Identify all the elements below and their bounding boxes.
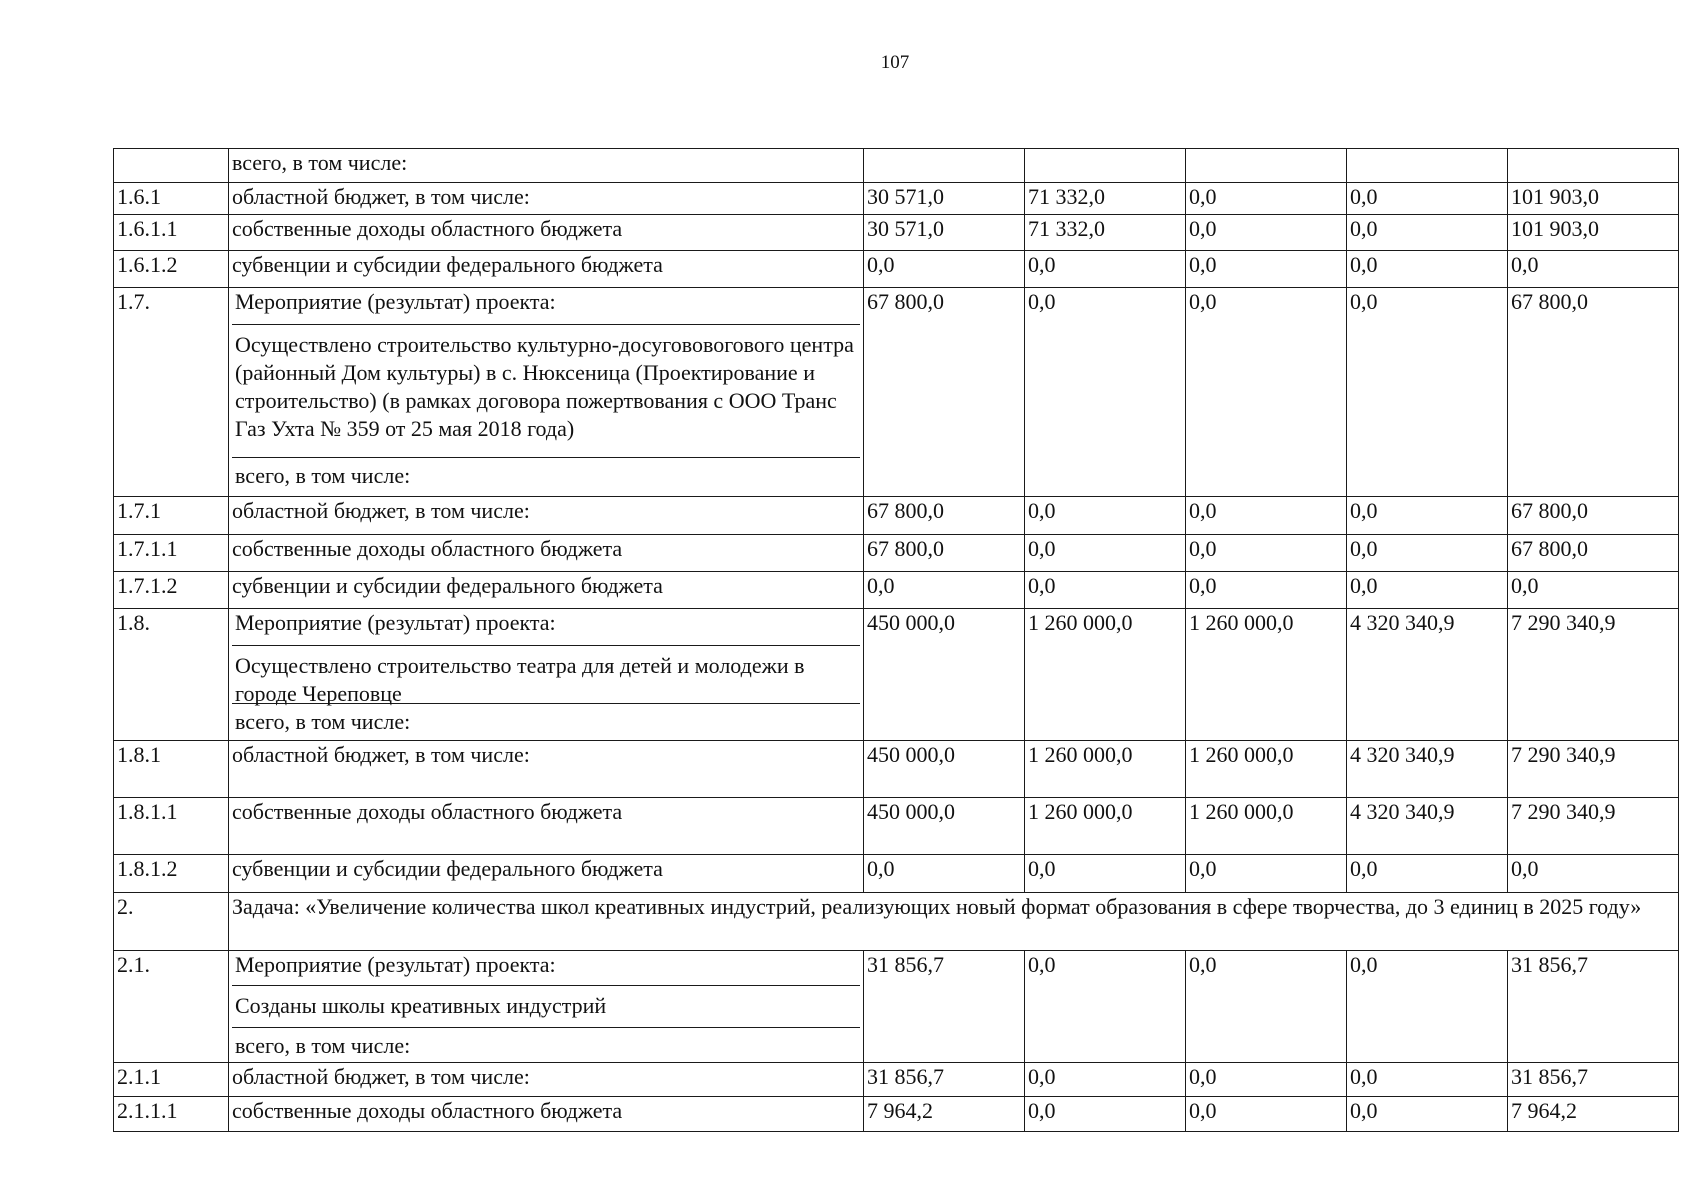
value-cell: 4 320 340,9 <box>1347 798 1508 855</box>
row-code: 2.1. <box>114 951 229 1063</box>
value-cell: 101 903,0 <box>1508 183 1679 215</box>
total-label: всего, в том числе: <box>232 457 860 496</box>
table-row <box>114 183 1679 215</box>
value-cell: 67 800,0 <box>1508 288 1679 497</box>
row-code: 1.6.1.1 <box>114 215 229 251</box>
table-row <box>114 1097 1679 1132</box>
row-code <box>114 149 229 183</box>
row-name: областной бюджет, в том числе: <box>229 741 864 798</box>
total-label: всего, в том числе: <box>232 1027 860 1062</box>
value-cell: 67 800,0 <box>864 497 1025 535</box>
row-name: субвенции и субсидии федерального бюджета <box>229 572 864 609</box>
value-cell: 0,0 <box>1025 855 1186 893</box>
row-name: собственные доходы областного бюджета <box>229 535 864 572</box>
value-cell: 0,0 <box>1347 1097 1508 1132</box>
table-row <box>114 741 1679 798</box>
total-label: всего, в том числе: <box>232 703 860 740</box>
table-row <box>114 497 1679 535</box>
row-name: областной бюджет, в том числе: <box>229 1063 864 1097</box>
value-cell: 0,0 <box>1186 1097 1347 1132</box>
value-cell: 0,0 <box>1186 855 1347 893</box>
value-cell: 0,0 <box>1186 215 1347 251</box>
row-code: 1.7.1.1 <box>114 535 229 572</box>
value-cell: 4 320 340,9 <box>1347 609 1508 741</box>
value-cell: 0,0 <box>1025 288 1186 497</box>
row-code: 2. <box>114 893 229 951</box>
activity-label: Мероприятие (результат) проекта: <box>235 952 556 977</box>
value-cell: 1 260 000,0 <box>1186 741 1347 798</box>
value-cell: 0,0 <box>1186 1063 1347 1097</box>
value-cell: 0,0 <box>1508 251 1679 288</box>
value-cell: 1 260 000,0 <box>1186 609 1347 741</box>
budget-table-body <box>114 149 1679 1132</box>
value-cell <box>1347 149 1508 183</box>
value-cell: 0,0 <box>1186 497 1347 535</box>
value-cell: 0,0 <box>1347 535 1508 572</box>
value-cell: 0,0 <box>864 855 1025 893</box>
value-cell: 450 000,0 <box>864 609 1025 741</box>
value-cell: 0,0 <box>1347 1063 1508 1097</box>
value-cell: 0,0 <box>1025 1063 1186 1097</box>
row-name: собственные доходы областного бюджета <box>229 798 864 855</box>
value-cell: 4 320 340,9 <box>1347 741 1508 798</box>
table-row <box>114 1063 1679 1097</box>
page-number: 107 <box>880 52 910 73</box>
value-cell: 0,0 <box>1186 251 1347 288</box>
row-name-stack <box>229 951 864 1063</box>
value-cell: 0,0 <box>1025 572 1186 609</box>
table-row <box>114 855 1679 893</box>
value-cell: 0,0 <box>1347 183 1508 215</box>
task-title: Задача: «Увеличение количества школ креативных индустрий, реализующих новый формат образования в сфере творчества, до 3 единиц в 2025 году» <box>229 893 1679 951</box>
value-cell: 0,0 <box>1347 855 1508 893</box>
row-name: областной бюджет, в том числе: <box>229 497 864 535</box>
value-cell: 67 800,0 <box>864 535 1025 572</box>
table-row <box>114 893 1679 951</box>
row-code: 2.1.1.1 <box>114 1097 229 1132</box>
value-cell: 0,0 <box>1186 572 1347 609</box>
value-cell: 0,0 <box>864 251 1025 288</box>
value-cell: 1 260 000,0 <box>1025 741 1186 798</box>
value-cell: 71 332,0 <box>1025 183 1186 215</box>
value-cell: 7 290 340,9 <box>1508 609 1679 741</box>
value-cell: 31 856,7 <box>864 951 1025 1063</box>
value-cell: 101 903,0 <box>1508 215 1679 251</box>
value-cell: 30 571,0 <box>864 183 1025 215</box>
row-code: 1.8.1 <box>114 741 229 798</box>
value-cell: 0,0 <box>1025 535 1186 572</box>
value-cell: 67 800,0 <box>864 288 1025 497</box>
row-name: субвенции и субсидии федерального бюджета <box>229 251 864 288</box>
activity-label: Мероприятие (результат) проекта: <box>235 610 556 635</box>
table-row <box>114 149 1679 183</box>
row-name-stack <box>229 288 864 497</box>
value-cell <box>1186 149 1347 183</box>
row-code: 1.6.1.2 <box>114 251 229 288</box>
row-name: субвенции и субсидии федерального бюджета <box>229 855 864 893</box>
value-cell: 0,0 <box>1186 951 1347 1063</box>
value-cell: 7 290 340,9 <box>1508 798 1679 855</box>
table-row <box>114 572 1679 609</box>
value-cell: 0,0 <box>1025 951 1186 1063</box>
value-cell: 31 856,7 <box>1508 951 1679 1063</box>
value-cell: 0,0 <box>1347 251 1508 288</box>
value-cell: 7 290 340,9 <box>1508 741 1679 798</box>
value-cell: 450 000,0 <box>864 741 1025 798</box>
table-row <box>114 798 1679 855</box>
row-name: собственные доходы областного бюджета <box>229 1097 864 1132</box>
value-cell: 0,0 <box>864 572 1025 609</box>
value-cell: 7 964,2 <box>864 1097 1025 1132</box>
value-cell: 71 332,0 <box>1025 215 1186 251</box>
value-cell <box>1508 149 1679 183</box>
row-code: 1.8.1.1 <box>114 798 229 855</box>
value-cell: 0,0 <box>1347 572 1508 609</box>
row-code: 1.6.1 <box>114 183 229 215</box>
value-cell: 450 000,0 <box>864 798 1025 855</box>
value-cell <box>864 149 1025 183</box>
row-code: 1.7.1 <box>114 497 229 535</box>
value-cell: 0,0 <box>1186 288 1347 497</box>
row-name: всего, в том числе: <box>229 149 864 183</box>
row-code: 1.7.1.2 <box>114 572 229 609</box>
row-name: областной бюджет, в том числе: <box>229 183 864 215</box>
activity-description: Созданы школы креативных индустрий <box>232 985 860 1027</box>
table-row <box>114 288 1679 497</box>
value-cell: 0,0 <box>1025 1097 1186 1132</box>
row-name: собственные доходы областного бюджета <box>229 215 864 251</box>
table-row <box>114 609 1679 741</box>
value-cell: 0,0 <box>1186 535 1347 572</box>
value-cell: 0,0 <box>1186 183 1347 215</box>
table-row <box>114 535 1679 572</box>
value-cell: 0,0 <box>1025 251 1186 288</box>
value-cell: 0,0 <box>1347 215 1508 251</box>
row-name-stack <box>229 609 864 741</box>
activity-description: Осуществлено строительство культурно-досугововогового центра (районный Дом культуры) в с. Нюксеница (Проектирование и строительство) (в рамках договора пожертвования с ООО Транс Газ Ухта № 359 от 25 мая 2018 года) <box>232 324 860 457</box>
row-code: 1.7. <box>114 288 229 497</box>
value-cell: 0,0 <box>1508 572 1679 609</box>
budget-table <box>113 148 1679 1132</box>
row-code: 2.1.1 <box>114 1063 229 1097</box>
row-code: 1.8.1.2 <box>114 855 229 893</box>
value-cell: 67 800,0 <box>1508 535 1679 572</box>
activity-label: Мероприятие (результат) проекта: <box>235 289 556 314</box>
row-code: 1.8. <box>114 609 229 741</box>
value-cell: 7 964,2 <box>1508 1097 1679 1132</box>
value-cell: 0,0 <box>1347 288 1508 497</box>
value-cell: 0,0 <box>1347 497 1508 535</box>
value-cell: 31 856,7 <box>864 1063 1025 1097</box>
value-cell: 1 260 000,0 <box>1186 798 1347 855</box>
value-cell: 31 856,7 <box>1508 1063 1679 1097</box>
table-row <box>114 951 1679 1063</box>
value-cell: 0,0 <box>1347 951 1508 1063</box>
table-row <box>114 215 1679 251</box>
value-cell: 1 260 000,0 <box>1025 609 1186 741</box>
value-cell: 1 260 000,0 <box>1025 798 1186 855</box>
value-cell <box>1025 149 1186 183</box>
table-row <box>114 251 1679 288</box>
value-cell: 0,0 <box>1025 497 1186 535</box>
activity-description: Осуществлено строительство театра для детей и молодежи в городе Череповце <box>232 645 860 703</box>
value-cell: 0,0 <box>1508 855 1679 893</box>
value-cell: 67 800,0 <box>1508 497 1679 535</box>
value-cell: 30 571,0 <box>864 215 1025 251</box>
